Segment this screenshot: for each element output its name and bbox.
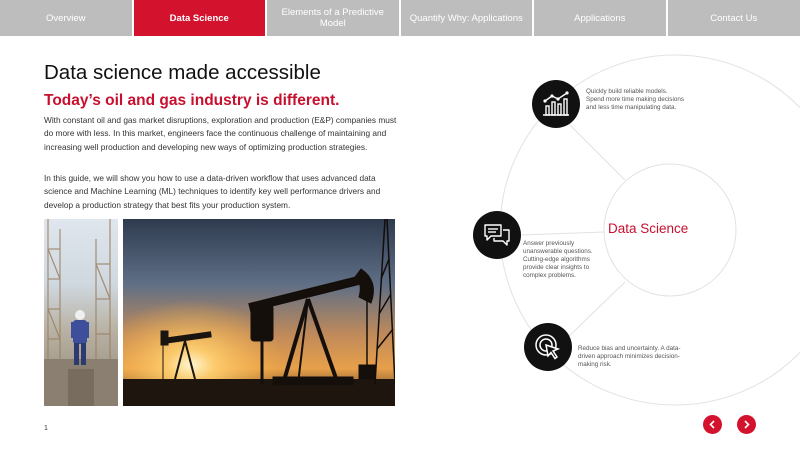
worker-photo bbox=[44, 219, 118, 406]
previous-page-button[interactable] bbox=[703, 415, 722, 434]
tab-contact-us[interactable]: Contact Us bbox=[668, 0, 800, 36]
tab-data-science[interactable]: Data Science bbox=[134, 0, 266, 36]
page-number: 1 bbox=[44, 425, 48, 432]
chevron-right-icon bbox=[742, 420, 751, 429]
next-page-button[interactable] bbox=[737, 415, 756, 434]
feature-text-bias: Reduce bias and uncertainty. A data-driven approach minimizes decision-making risk. bbox=[578, 345, 681, 368]
chevron-left-icon bbox=[708, 420, 717, 429]
page-title: Data science made accessible bbox=[44, 61, 321, 84]
data-science-center-label: Data Science bbox=[608, 221, 689, 236]
tab-applications[interactable]: Applications bbox=[534, 0, 666, 36]
tab-overview[interactable]: Overview bbox=[0, 0, 132, 36]
target-cursor-icon bbox=[524, 323, 572, 371]
guide-paragraph: In this guide, we will show you how to use a data-driven workflow that uses advanced data science and Machine Learning (ML) techniques to identify key well performance drivers and develop a production strategy that best fits your production system. bbox=[44, 173, 381, 210]
feature-text-questions: Answer previously unanswerable questions. Cutting-edge algorithms provide clear insights to complex problems. bbox=[523, 240, 593, 279]
intro-paragraph: With constant oil and gas market disruptions, exploration and production (E&P) companies must do more with less. In this market, engineers face the continuous challenge of maintaining and increasing well production and developing new ways of optimizing production strategies. bbox=[44, 115, 397, 152]
pumpjack-sunset-photo bbox=[123, 219, 395, 406]
chat-bubbles-icon bbox=[473, 211, 521, 259]
connector-top bbox=[565, 120, 625, 180]
analytics-chart-icon bbox=[532, 80, 580, 128]
feature-text-models: Quickly build reliable models. Spend more time making decisions and less time manipulating data. bbox=[586, 88, 684, 111]
top-navigation bbox=[0, 0, 800, 36]
page-subtitle: Today’s oil and gas industry is different. bbox=[44, 92, 340, 109]
tab-quantify-why-applications[interactable]: Quantify Why: Applications bbox=[401, 0, 533, 36]
tab-elements-of-a-predictive-model[interactable]: Elements of a Predictive Model bbox=[267, 0, 399, 36]
connector-bottom bbox=[565, 282, 625, 340]
connector-middle bbox=[522, 232, 604, 235]
